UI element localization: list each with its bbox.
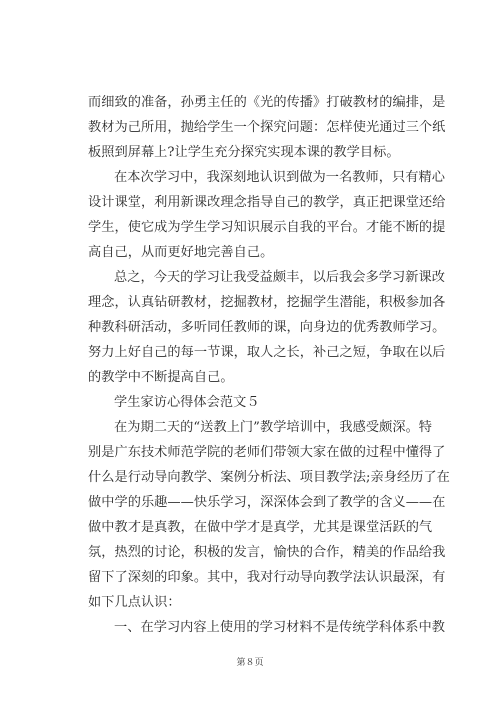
paragraph-start-line: 在为期二天的“送教上门”教学培训中，我感受颇深。特	[114, 420, 433, 435]
text-line: 的教学中不断提高自己。	[88, 370, 234, 385]
text-line: 学生，使它成为学生学习知识展示自我的平台。才能不断的提	[88, 220, 446, 235]
paragraph-start-line: 一、在学习内容上使用的学习材料不是传统学科体系中教	[114, 620, 445, 635]
document-body	[88, 90, 450, 640]
text-line: 做中学的乐趣——快乐学习，深深体会到了教学的含义——在	[88, 495, 446, 510]
text-line: 板照到屏幕上?让学生充分探究实现本课的教学目标。	[88, 145, 400, 160]
text-line: 而细致的准备，孙勇主任的《光的传播》打破教材的编排，是	[88, 95, 446, 110]
paragraph-start-line: 在本次学习中，我深刻地认识到做为一名教师，只有精心	[114, 170, 445, 185]
section-heading: 学生家访心得体会范文５	[114, 395, 260, 410]
text-line: 理念，认真钻研教材，挖掘教材，挖掘学生潜能，积极参加各	[88, 295, 446, 310]
text-line: 别是广东技术师范学院的老师们带领大家在做的过程中懂得了	[88, 445, 446, 460]
text-line: 留下了深刻的印象。其中，我对行动导向教学法认识最深，有	[88, 570, 446, 585]
paragraph-start-line: 总之，今天的学习让我受益颇丰，以后我会多学习新课改	[114, 270, 445, 285]
text-line: 做中教才是真教，在做中学才是真学，尤其是课堂活跃的气	[88, 520, 433, 535]
text-line: 努力上好自己的每一节课，取人之长，补己之短，争取在以后	[88, 345, 446, 360]
text-line: 教材为己所用，抛给学生一个探究问题：怎样使光通过三个纸	[88, 120, 446, 135]
page-number: 第８页	[236, 658, 264, 668]
text-line: 如下几点认识：	[88, 595, 181, 610]
text-line: 高自己，从而更好地完善自己。	[88, 245, 274, 260]
text-line: 氛，热烈的讨论，积极的发言，愉快的合作，精美的作品给我	[88, 545, 446, 560]
text-line: 种教科研活动，多听同任教师的课，向身边的优秀教师学习。	[88, 320, 446, 335]
text-line: 什么是行动导向教学、案例分析法、项目教学法;亲身经历了在	[88, 470, 450, 485]
text-line: 设计课堂，利用新课改理念指导自己的教学，真正把课堂还给	[88, 195, 446, 210]
